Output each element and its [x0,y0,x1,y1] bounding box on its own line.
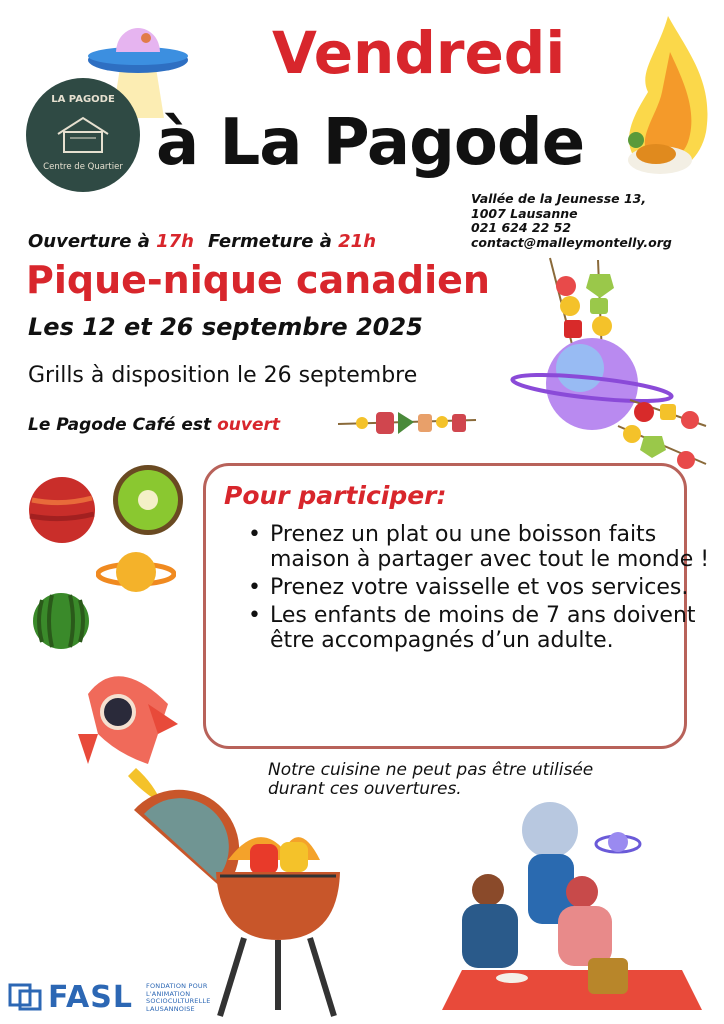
participate-item: • Les enfants de moins de 7 ans doivent être accompagnés d’un adulte. [270,603,724,653]
event-title: Pique-nique canadien [26,258,490,302]
participate-list [206,522,724,656]
kitchen-note-line1: Notre cuisine ne peut pas être utilisée [268,760,594,780]
open-time: 17h [156,231,194,252]
fasl-line1: FONDATION POUR [146,982,208,990]
participate-item: • Prenez un plat ou une boisson faits maison à partager avec tout le monde ! [270,522,724,572]
cafe-label: Le Pagode Café est [28,415,218,435]
participate-item: • Prenez votre vaisselle et vos services. [270,575,724,600]
title-vendredi: Vendredi [272,19,566,87]
address-email: contact@malleymontelly.org [471,234,672,250]
skewer-illustration [336,404,478,440]
fireball-food-illustration [618,12,714,188]
open-label: Ouverture à [28,231,157,252]
planet-red-illustration [28,476,96,544]
saturn-illustration [96,544,176,600]
address-phone: 021 624 22 52 [471,220,572,235]
cafe-info [28,414,280,436]
close-label: Fermeture à [208,231,339,252]
address-street: Vallée de la Jeunesse 13, [471,191,647,206]
fasl-line3: SOCIOCULTURELLE [146,997,211,1005]
event-dates: Les 12 et 26 septembre 2025 [28,313,423,341]
participate-heading: Pour participer: [224,481,447,510]
picnic-illustration [432,800,718,1020]
opening-hours [28,231,376,253]
fasl-subtitle [146,983,211,1013]
fasl-logo-icon [8,983,44,1011]
kiwi-illustration [112,464,184,536]
kitchen-note-line2: durant ces ouvertures. [268,779,462,799]
cafe-status: ouvert [217,415,280,435]
planet-skewer-illustration [510,256,716,472]
fasl-line4: LAUSANNOISE [146,1004,195,1013]
participate-box [203,463,710,749]
pagode-logo [26,78,140,192]
close-time: 21h [338,231,377,252]
title-pagode: à La Pagode [156,106,585,180]
logo-title: LA PAGODE [51,94,115,105]
grills-info: Grills à disposition le 26 septembre [28,363,418,388]
address-block [471,192,672,250]
watermelon-illustration [32,592,90,650]
house-icon [56,114,110,154]
logo-subtitle: Centre de Quartier [43,162,123,172]
fasl-wordmark: FASL [48,980,133,1015]
fasl-line2: L'ANIMATION [146,989,191,998]
address-city: 1007 Lausanne [471,205,578,221]
